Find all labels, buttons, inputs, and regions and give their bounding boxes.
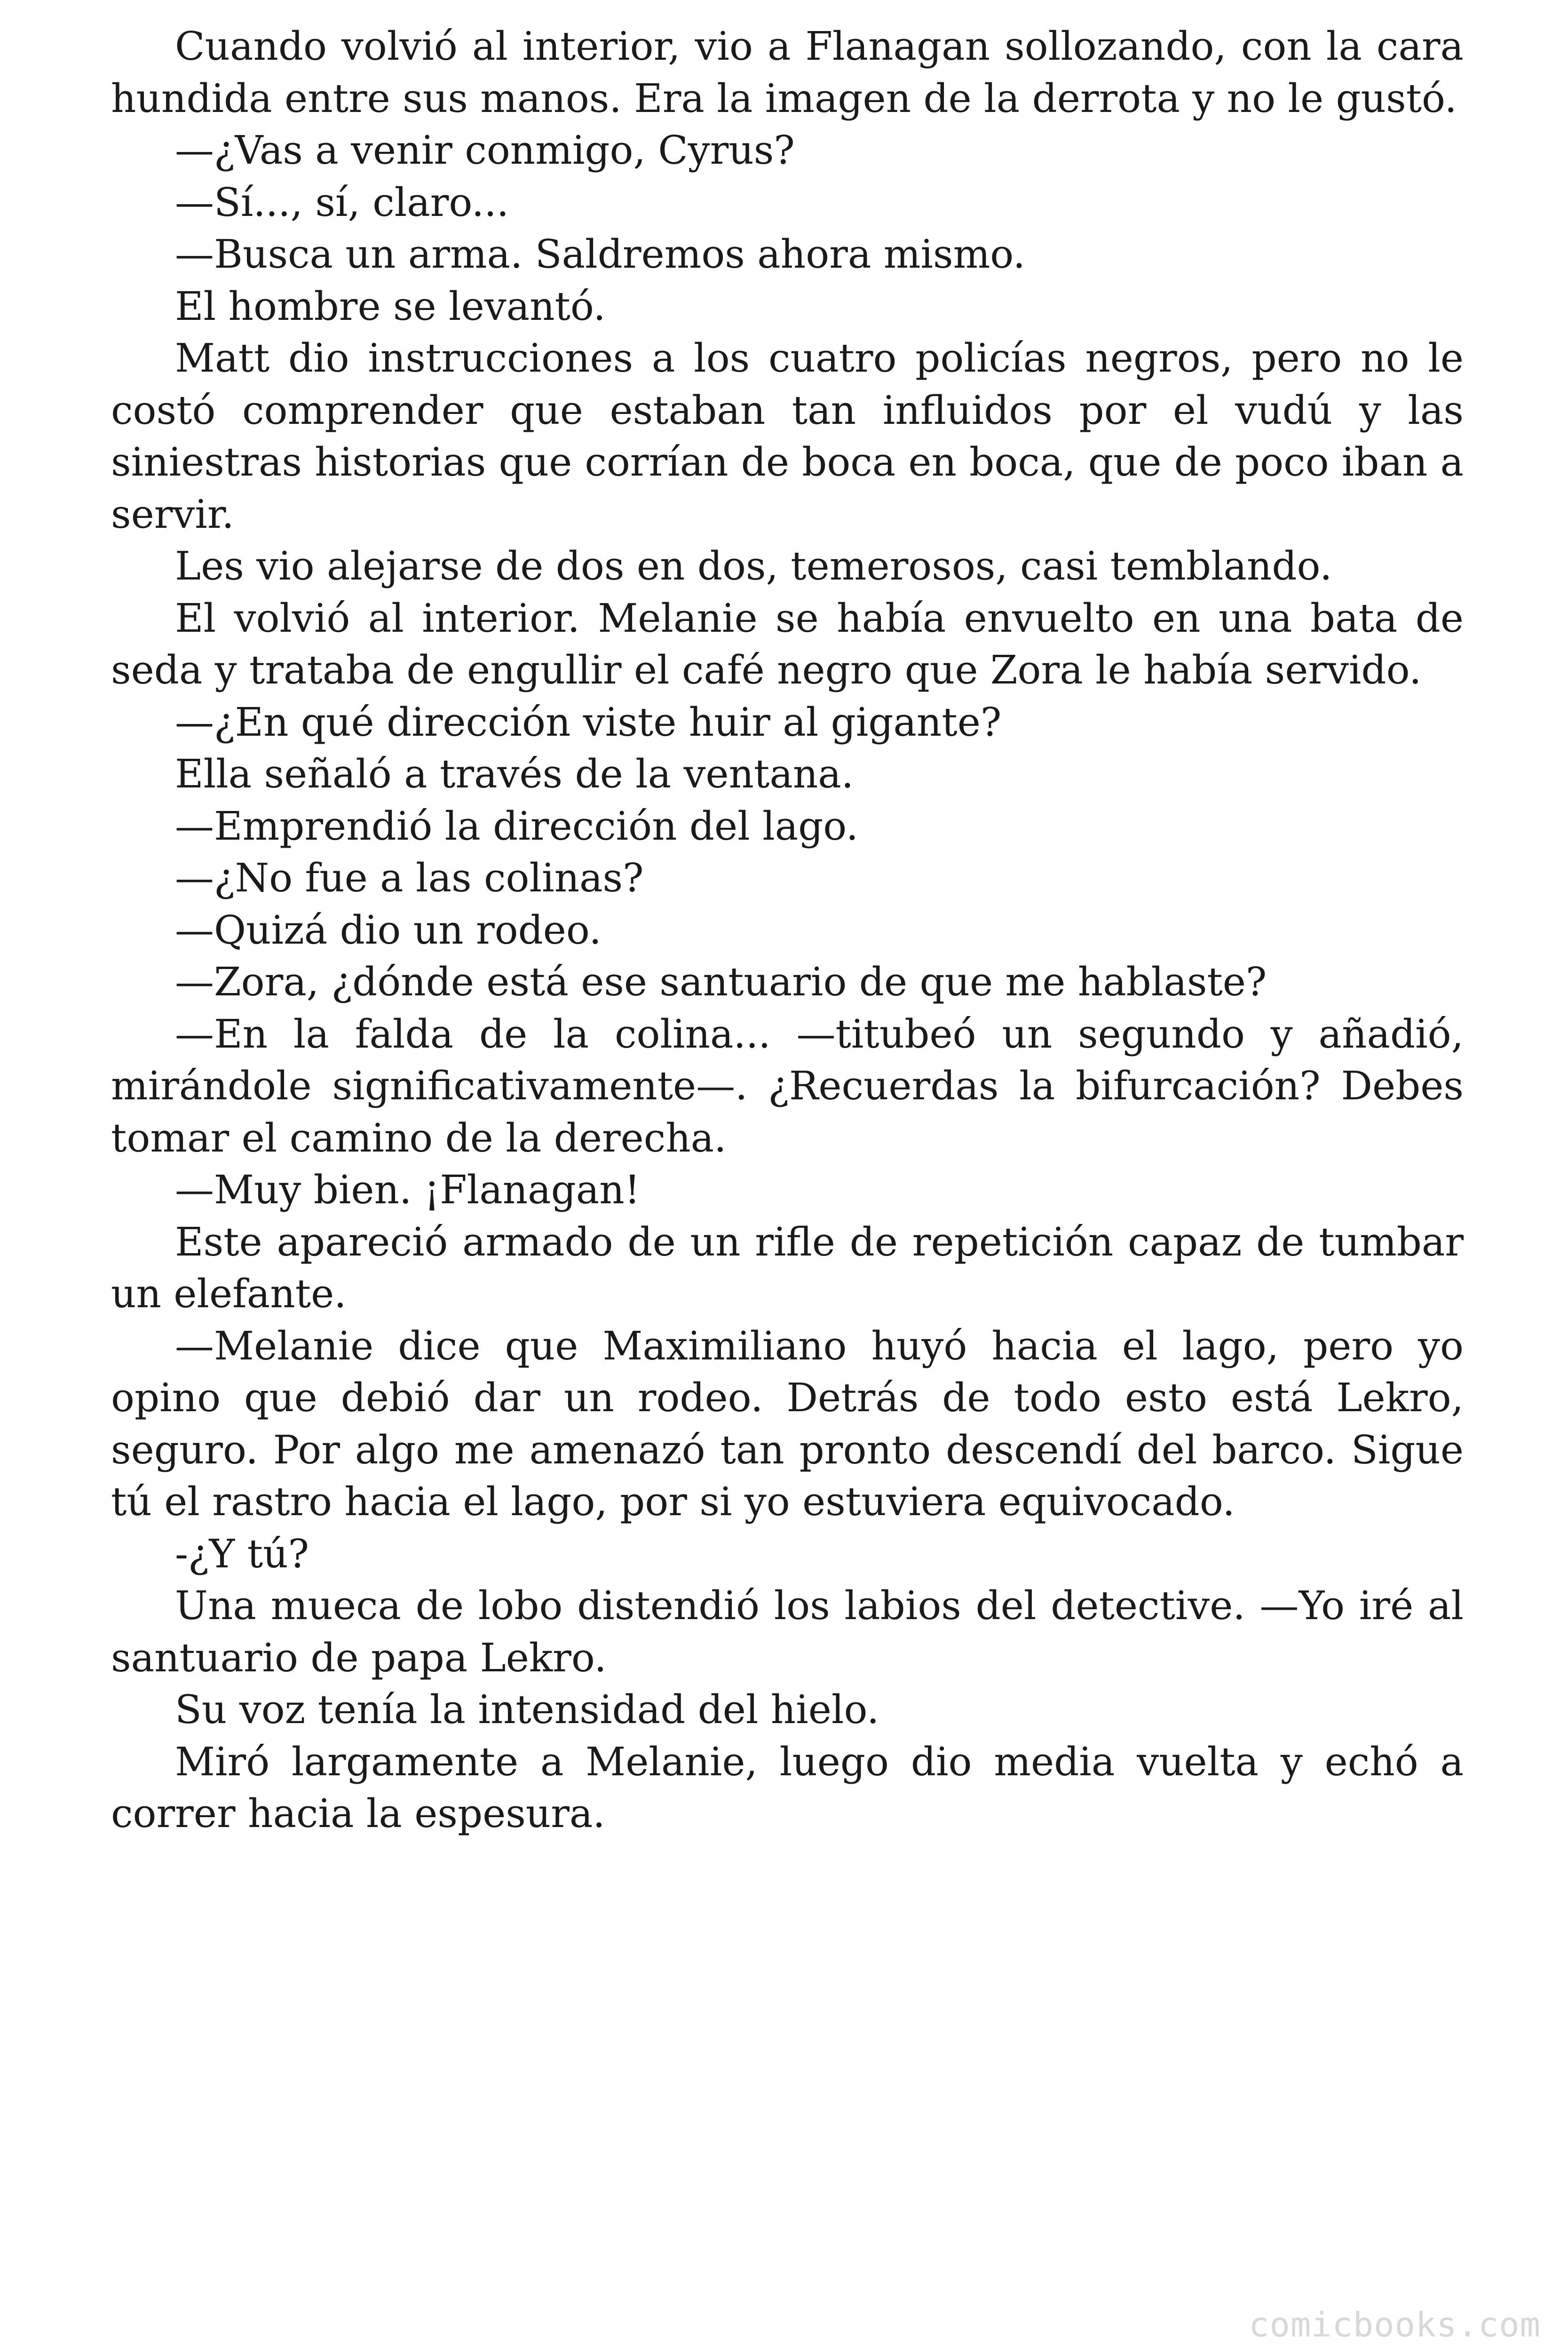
paragraph: El volvió al interior. Melanie se había envuelto en una bata de seda y trataba de engullir el café negro que Zora le había servido. [111,595,1464,693]
paragraph: Este apareció armado de un rifle de repetición capaz de tumbar un elefante. [111,1219,1464,1317]
paragraph: -¿Y tú? [175,1531,309,1577]
paragraph: Su voz tenía la intensidad del hielo. [175,1687,879,1732]
paragraph: —Melanie dice que Maximiliano huyó hacia el lago, pero yo opino que debió dar un rodeo. Detrás de todo esto está Lekro, seguro. Por algo me amenazó tan pronto descendí del barco. Sigue tú el rastro hacia el lago, por si yo estuviera equivocado. [111,1323,1464,1525]
paragraph: —Muy bien. ¡Flanagan! [175,1167,641,1213]
paragraph: Matt dio instrucciones a los cuatro policías negros, pero no le costó comprender que estaban tan influidos por el vudú y las siniestras historias que corrían de boca en boca, que de poco iban a servir. [111,335,1464,537]
paragraph: Ella señaló a través de la ventana. [175,751,854,797]
paragraph: —Sí..., sí, claro... [175,179,509,225]
paragraph: —¿Vas a venir conmigo, Cyrus? [175,127,795,173]
paragraph: —En la falda de la colina... —titubeó un segundo y añadió, mirándole significativamente—. ¿Recuerdas la bifurcación? Debes tomar el camino de la derecha. [111,1011,1464,1161]
paragraph: El hombre se levantó. [175,283,606,329]
book-page-text [111,21,1464,1840]
paragraph: Les vio alejarse de dos en dos, temerosos, casi temblando. [175,543,1332,589]
paragraph: —Quizá dio un rodeo. [175,907,602,953]
paragraph: —¿En qué dirección viste huir al gigante? [175,699,1002,745]
paragraph: Una mueca de lobo distendió los labios del detective. —Yo iré al santuario de papa Lekro. [111,1583,1464,1681]
watermark-text: comicbooks.com [1249,2305,1541,2344]
paragraph: Miró largamente a Melanie, luego dio media vuelta y echó a correr hacia la espesura. [111,1739,1464,1836]
paragraph: Cuando volvió al interior, vio a Flanagan sollozando, con la cara hundida entre sus manos. Era la imagen de la derrota y no le gustó. [111,24,1464,121]
paragraph: —¿No fue a las colinas? [175,855,644,901]
paragraph: —Emprendió la dirección del lago. [175,803,859,849]
paragraph: —Zora, ¿dónde está ese santuario de que me hablaste? [175,959,1267,1005]
paragraph: —Busca un arma. Saldremos ahora mismo. [175,231,1026,277]
